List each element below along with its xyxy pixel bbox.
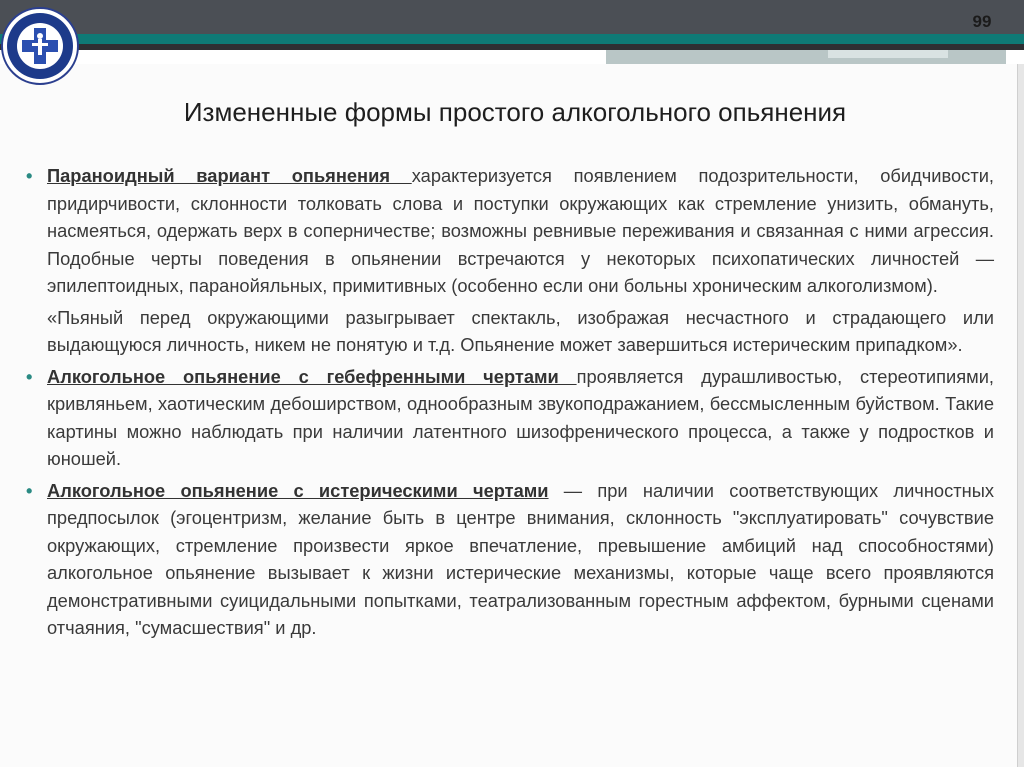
bullet-lead: Параноидный вариант опьянения <box>47 165 412 186</box>
bullet-hebephrenic <box>24 363 994 473</box>
bullet-text: характеризуется появлением подозрительности, обидчивости, придирчивости, склонности толковать слова и поступки окружающих как стремление унизить, обмануть, насмеяться, одержать верх в соперничестве; возможны ревнивые переживания и связанная с ними агрессия. Подобные черты поведения в опьянении встречаются у некоторых психопатических личностей — эпилептоидных, паранойяльных, примитивных (особенно если они больны хроническим алкоголизмом). <box>47 165 994 296</box>
bullet-text: проявляется дурашливостью, стереотипиями, кривляньем, хаотическим дебоширством, однообразным звукоподражанием, бессмысленным буйством. Такие картины можно наблюдать при наличии латентного шизофренического процесса, а также у подростков и юношей. <box>47 365 994 469</box>
decorative-bar-small <box>828 50 948 58</box>
bullet-paranoid <box>24 162 994 300</box>
bullet-lead: Алкогольное опьянение с истерическими чертами <box>47 479 549 501</box>
bullet-text: — при наличии соответствующих личностных предпосылок (эгоцентризм, желание быть в центре внимания, склонность "эксплуатировать" сочувствие окружающих, стремление произвести яркое впечатление, превышение амбиций над способностями) алкогольное опьянение вызывает к жизни истерические механизмы, которые чаще всего проявляются демонстративными суицидальными попытками, театрализованным горестным аффектом, бурными сценами отчаяния, "сумасшествия" и др. <box>47 479 994 638</box>
quote-paragraph: «Пьяный перед окружающими разыгрывает спектакль, изображая несчастного и страдающего или выдающуюся личность, никем не понятую и т.д. Опьянение может завершиться истерическим припадком». <box>47 306 994 355</box>
bullet-lead: Алкогольное опьянение с гебефренными чертами <box>47 365 577 387</box>
bullet-icon: • <box>26 365 33 387</box>
bullet-icon: • <box>26 165 33 186</box>
medical-cross-emblem-icon <box>0 6 80 86</box>
right-frame-edge <box>1017 64 1024 767</box>
page-number: 99 <box>972 12 992 31</box>
top-header-bar <box>0 0 1024 34</box>
slide-title: Измененные формы простого алкогольного опьянения <box>183 97 847 127</box>
bullet-hysterical <box>24 477 994 642</box>
accent-stripe <box>0 34 1024 44</box>
slide-content <box>24 162 994 646</box>
bullet-icon: • <box>26 479 33 501</box>
